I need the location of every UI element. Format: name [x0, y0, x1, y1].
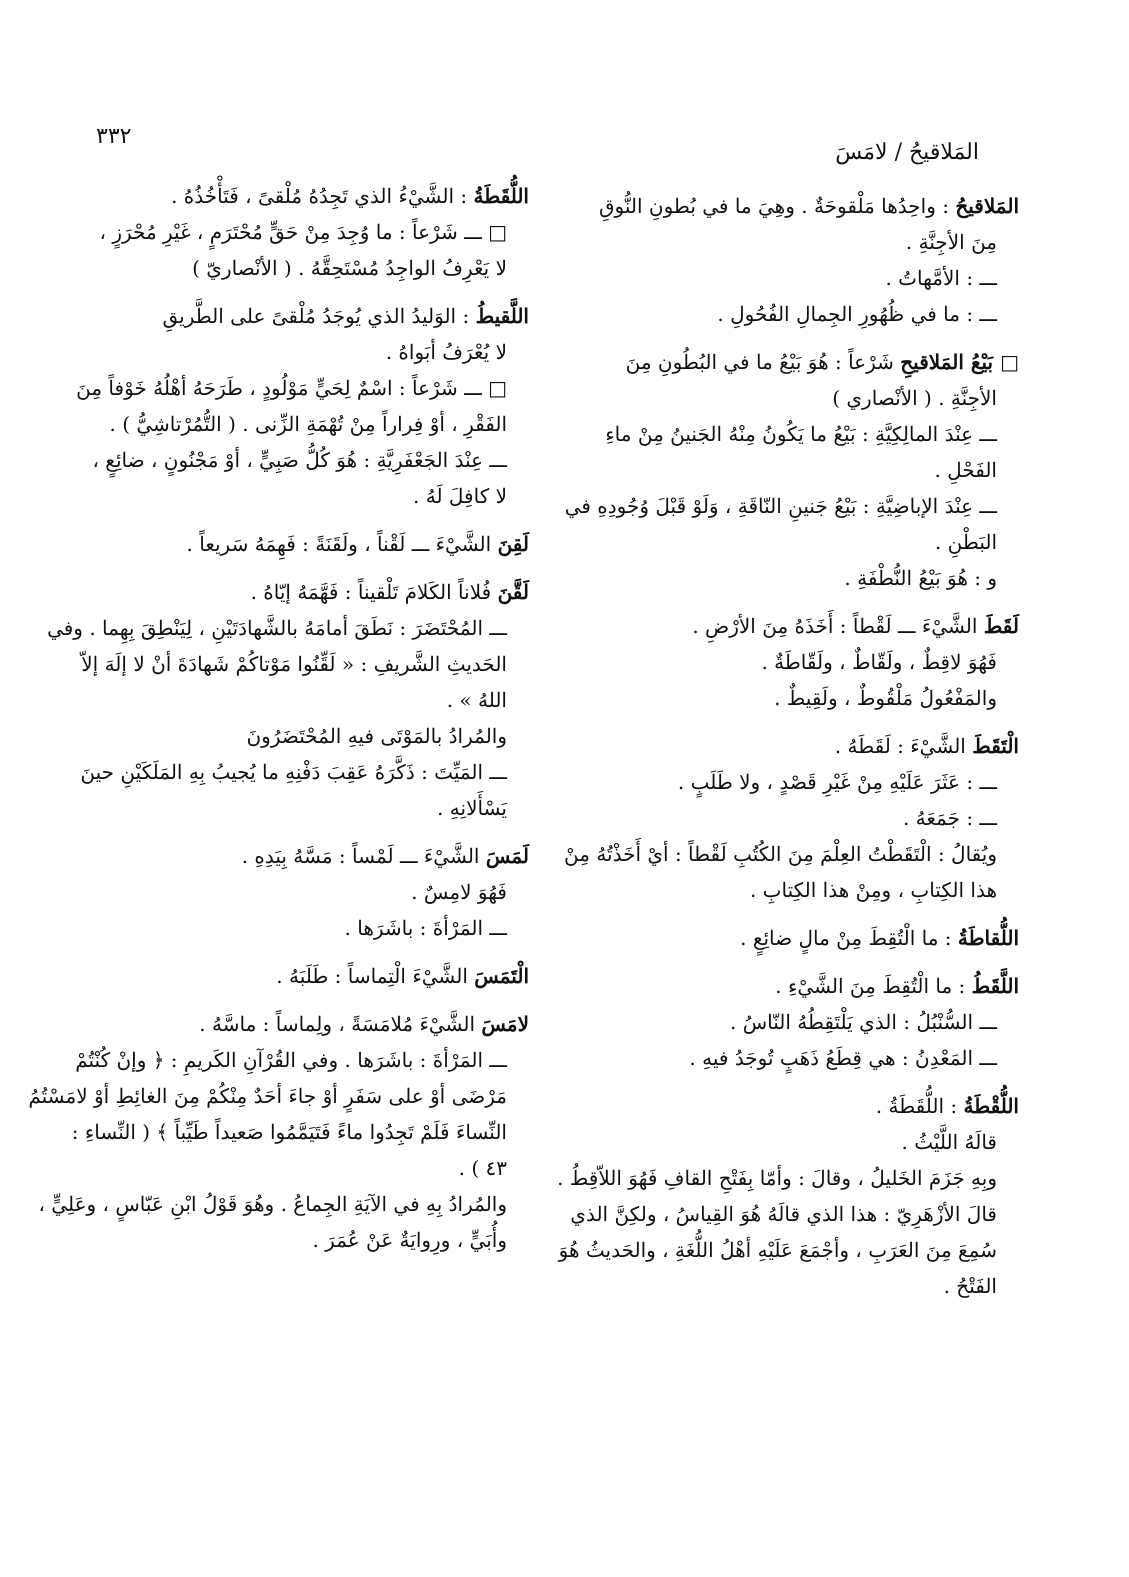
entry-line: [549, 1160, 1019, 1196]
entry-line: [549, 872, 1019, 908]
headword: لَقَّنَ: [497, 580, 529, 604]
entry-line: [59, 478, 529, 514]
entry-line: [549, 344, 1019, 380]
dictionary-entry: [549, 1088, 1019, 1304]
definition-text: : واحِدُها مَلْقوحَةٌ . وهِيَ ما في بُطونِ النُّوقِ: [599, 194, 956, 218]
entry-line: [549, 1088, 1019, 1124]
entry-line: [549, 1124, 1019, 1160]
entry-line: [549, 296, 1019, 332]
definition-text: الشَّيْءَ مُلامَسَةً ، ولِماساً : ماسَّهُ .: [199, 1012, 482, 1036]
definition-text: الشَّيْءَ ـــ لَمْساً : مَسَّهُ بِيَدِهِ .: [241, 844, 486, 868]
definition-text: فَهُوَ لامِسٌ .: [411, 880, 507, 904]
entry-line: [549, 1196, 1019, 1232]
dictionary-entry: [59, 526, 529, 562]
entry-line: [549, 800, 1019, 836]
headword: اللُّقَطَةُ: [473, 184, 529, 208]
definition-text: ٤٣ ) .: [458, 1156, 507, 1180]
definition-text: : الوَليدُ الذي يُوجَدُ مُلْقىً على الطَّريقِ: [162, 304, 476, 328]
definition-text: ـــ : الأمَّهاتُ .: [885, 266, 997, 290]
definition-text: : الشَّيْءُ الذي تَجِدُهُ مُلْقىً ، فَتَأْخُذُهُ .: [171, 184, 474, 208]
right-column: [549, 188, 1019, 1316]
running-header: المَلاقيحُ / لامَسَ: [835, 140, 979, 165]
entry-line: [59, 646, 529, 682]
definition-text: شَرْعاً : هُوَ بَيْعُ ما في البُطُونِ مِنَ: [625, 350, 901, 374]
entry-line: [549, 608, 1019, 644]
entry-line: [549, 1232, 1019, 1268]
definition-text: مِنَ الأجِنَّةِ .: [905, 230, 997, 254]
dictionary-entry: [47, 574, 529, 826]
entry-line: [549, 1268, 1019, 1304]
definition-text: الشَّيْءَ ـــ لَقْطاً : أَخَذَهُ مِنَ الأرْضِ .: [692, 614, 984, 638]
definition-text: ـــ : جَمَعَهُ .: [902, 806, 997, 830]
entry-line: [59, 718, 529, 754]
definition-text: الفَقْرِ ، أوْ فِراراً مِنْ تُهْمَةِ الزِّنى . ( التُّمُرْتاشِيُّ ) .: [109, 412, 507, 436]
entry-line: [549, 968, 1019, 1004]
dictionary-entry: [549, 188, 1019, 332]
entry-line: [59, 754, 529, 790]
definition-text: وأُبَيٍّ ، ورِوايَةٌ عَنْ عُمَرَ .: [312, 1228, 507, 1252]
entry-line: [549, 224, 1019, 260]
definition-text: الشَّيْءَ : لَقَطَهُ .: [834, 734, 973, 758]
definition-text: البَطْنِ .: [934, 530, 997, 554]
entry-line: [549, 188, 1019, 224]
headword: اللَّقَطُ: [971, 974, 1019, 998]
definition-text: الشَّيْءَ الْتِماساً : طَلَبَهُ .: [276, 964, 475, 988]
entry-line: [549, 416, 1019, 452]
dictionary-entry: [549, 344, 1019, 596]
definition-text: ـــ المَرْأةَ : باشَرَها . وفي القُرْآنِ الكَريمِ : ﴿ وإنْ كُنْتُمْ: [75, 1048, 507, 1072]
definition-text: ـــ عِنْدَ الإباضِيَّةِ : بَيْعُ جَنينِ النّاقَةِ ، وَلَوْ قَبْلَ وُجُودِهِ في: [564, 494, 997, 518]
dictionary-entry: [59, 298, 529, 514]
definition-text: الشَّيْءَ ـــ لَقْناً ، ولَقَنَةً : فَهِمَهُ سَريعاً .: [186, 532, 498, 556]
dictionary-entry: [549, 968, 1019, 1076]
entry-line: [59, 1042, 529, 1078]
definition-text: لا يَعْرِفُ الواجِدُ مُسْتَحِقَّهُ . ( الأنْصاريّ ): [192, 256, 507, 280]
definition-text: : اللُّقَطَةُ .: [875, 1094, 964, 1118]
entry-line: [38, 1186, 529, 1222]
entry-line: [549, 836, 1019, 872]
entry-line: [549, 680, 1019, 716]
entry-line: [549, 644, 1019, 680]
definition-text: و : هُوَ بَيْعُ النُّطْفَةِ .: [844, 566, 997, 590]
definition-text: الفَتْحُ .: [943, 1274, 997, 1298]
headword: لَقِنَ: [497, 532, 529, 556]
entry-line: [59, 298, 529, 334]
entry-line: [549, 1040, 1019, 1076]
entry-line: [59, 442, 529, 478]
definition-text: سُمِعَ مِنَ العَرَبِ ، وأجْمَعَ عَلَيْهِ أهْلُ اللُّغَةِ ، والحَديثُ هُوَ: [558, 1238, 997, 1262]
dictionary-entry: [59, 178, 529, 286]
entry-line: [549, 920, 1019, 956]
entry-line: [59, 214, 529, 250]
definition-text: مَرْضَى أوْ على سَفَرٍ أوْ جاءَ أحَدٌ مِنْكُمْ مِنَ الغائِطِ أوْ لامَسْتُمُ: [28, 1084, 507, 1108]
definition-text: ـــ : عَثَرَ عَلَيْهِ مِنْ غَيْرِ قَصْدٍ ، ولا طَلَبٍ .: [677, 770, 997, 794]
definition-text: ـــ : ما في ظُهُورِ الجِمالِ الفُحُولِ .: [717, 302, 997, 326]
headword: الْتَمَسَ: [474, 964, 529, 988]
entry-line: [59, 1114, 529, 1150]
entry-line: [549, 764, 1019, 800]
definition-text: قالَ الأزْهَرِيّ : هذا الذي قالَهُ هُوَ القِياسُ ، ولكِنَّ الذي: [570, 1202, 997, 1226]
entry-line: [549, 380, 1019, 416]
definition-text: والمَفْعُولُ مَلْقُوطٌ ، ولَقِيطٌ .: [774, 686, 997, 710]
definition-text: □ ـــ شَرْعاً : اسْمٌ لِحَيٍّ مَوْلُودٍ ، طَرَحَهُ أهْلُهُ خَوْفاً مِنَ: [76, 376, 507, 400]
dictionary-entry: [549, 728, 1019, 908]
headword: اللَّقيطُ: [475, 304, 529, 328]
entry-line: [59, 1150, 529, 1186]
entry-line: [549, 452, 1019, 488]
definition-text: ـــ السُّنْبُلُ : الذي يَلْتَقِطُهُ النّاسُ .: [730, 1010, 997, 1034]
entry-line: [59, 910, 529, 946]
dictionary-entry: [549, 920, 1019, 956]
entry-line: [59, 250, 529, 286]
headword: □ بَيْعُ المَلاقيحِ: [900, 350, 1019, 374]
entry-line: [549, 728, 1019, 764]
definition-text: فَهُوَ لاقِطٌ ، ولَقّاطٌ ، ولَقّاطَةٌ .: [761, 650, 997, 674]
definition-text: : ما الْتُقِطَ مِنَ الشَّيْءِ .: [775, 974, 972, 998]
definition-text: ـــ المَعْدِنُ : هي قِطَعُ ذَهَبٍ تُوجَدُ فيهِ .: [689, 1046, 997, 1070]
definition-text: ـــ المَرْأةَ : باشَرَها .: [344, 916, 507, 940]
definition-text: ـــ المَيِّتَ : ذَكَّرَهُ عَقِبَ دَفْنِهِ ما يُجيبُ بِهِ المَلَكَيْنِ حينَ: [80, 760, 507, 784]
entry-line: [549, 560, 1019, 596]
definition-text: اللهُ » .: [446, 688, 507, 712]
headword: لَمَسَ: [485, 844, 529, 868]
entry-line: [549, 1004, 1019, 1040]
headword: اللُّقْطَةُ: [963, 1094, 1019, 1118]
headword: الْتَقَطَ: [972, 734, 1019, 758]
definition-text: قالَهُ اللَّيْثُ .: [901, 1130, 997, 1154]
dictionary-entry: [59, 838, 529, 946]
entry-line: [59, 406, 529, 442]
definition-text: وبِهِ جَزَمَ الخَليلُ ، وقالَ : وأمّا بِفَتْحِ القافِ فَهُوَ اللاّقِطُ .: [557, 1166, 997, 1190]
definition-text: ويُقالُ : الْتَقَطْتُ العِلْمَ مِنَ الكُتُبِ لَقْطاً : أيْ أَخَذْتُهُ مِنْ: [564, 842, 997, 866]
entry-line: [59, 1006, 529, 1042]
definition-text: لا كافِلَ لَهُ .: [413, 484, 507, 508]
entry-line: [59, 1222, 529, 1258]
entry-line: [59, 334, 529, 370]
page-number: ٣٣٢: [96, 124, 132, 149]
definition-text: هذا الكِتابِ ، ومِنْ هذا الكِتابِ .: [749, 878, 997, 902]
dictionary-entry: [549, 608, 1019, 716]
entry-line: [59, 790, 529, 826]
dictionary-entry: [28, 1006, 529, 1258]
definition-text: الحَديثِ الشَّريفِ : « لَقِّنُوا مَوْتاكُمْ شَهادَةَ أنْ لا إلَهَ إلاّ: [81, 652, 507, 676]
dictionary-entry: [59, 958, 529, 994]
definition-text: فُلاناً الكَلامَ تَلْقيناً : فَهَّمَهُ إيّاهُ .: [250, 580, 498, 604]
headword: لامَسَ: [481, 1012, 529, 1036]
entry-line: [549, 488, 1019, 524]
definition-text: الفَحْلِ .: [934, 458, 997, 482]
headword: المَلاقيحُ: [955, 194, 1019, 218]
entry-line: [549, 260, 1019, 296]
definition-text: النِّساءَ فَلَمْ تَجِدُوا ماءً فَتَيَمَّمُوا صَعيداً طَيِّباً ﴾ ( النِّساءِ :: [71, 1120, 507, 1144]
definition-text: يَسْأَلانِهِ .: [437, 796, 507, 820]
definition-text: ـــ المُحْتَضَرَ : نَطَقَ أمامَهُ بالشَّهادَتَيْنِ ، لِيَنْطِقَ بِهِما . وفي: [47, 616, 507, 640]
definition-text: : ما الْتُقِطَ مِنْ مالٍ ضائِعٍ .: [740, 926, 958, 950]
definition-text: والمُرادُ بِهِ في الآيَةِ الجِماعُ . وهُوَ قَوْلُ ابْنِ عَبّاسٍ ، وعَلِيٍّ ،: [38, 1192, 507, 1216]
entry-line: [59, 370, 529, 406]
definition-text: ـــ عِنْدَ الجَعْفَرِيَّةِ : هُوَ كُلُّ صَبِيٍّ ، أوْ مَجْنُونٍ ، ضائِعٍ ،: [92, 448, 507, 472]
entry-line: [59, 874, 529, 910]
entry-line: [59, 178, 529, 214]
definition-text: لا يُعْرَفُ أبَواهُ .: [385, 340, 507, 364]
definition-text: والمُرادُ بالمَوْتَى فيهِ المُحْتَضَرُونَ: [246, 724, 507, 748]
entry-line: [47, 610, 529, 646]
entry-line: [549, 524, 1019, 560]
definition-text: □ ـــ شَرْعاً : ما وُجِدَ مِنْ حَقٍّ مُحْتَرَمٍ ، غَيْرِ مُحْرَزٍ ،: [99, 220, 507, 244]
left-column: [28, 178, 529, 1270]
entry-line: [59, 682, 529, 718]
entry-line: [59, 838, 529, 874]
headword: اللُّقاطَةُ: [957, 926, 1019, 950]
definition-text: الأجِنَّةِ . ( الأنْصاري ): [832, 386, 997, 410]
entry-line: [59, 958, 529, 994]
headword: لَقَطَ: [983, 614, 1019, 638]
entry-line: [28, 1078, 529, 1114]
entry-line: [59, 526, 529, 562]
entry-line: [59, 574, 529, 610]
definition-text: ـــ عِنْدَ المالِكِيَّةِ : بَيْعُ ما يَكُونُ مِنْهُ الجَنينُ مِنْ ماءِ: [605, 422, 997, 446]
